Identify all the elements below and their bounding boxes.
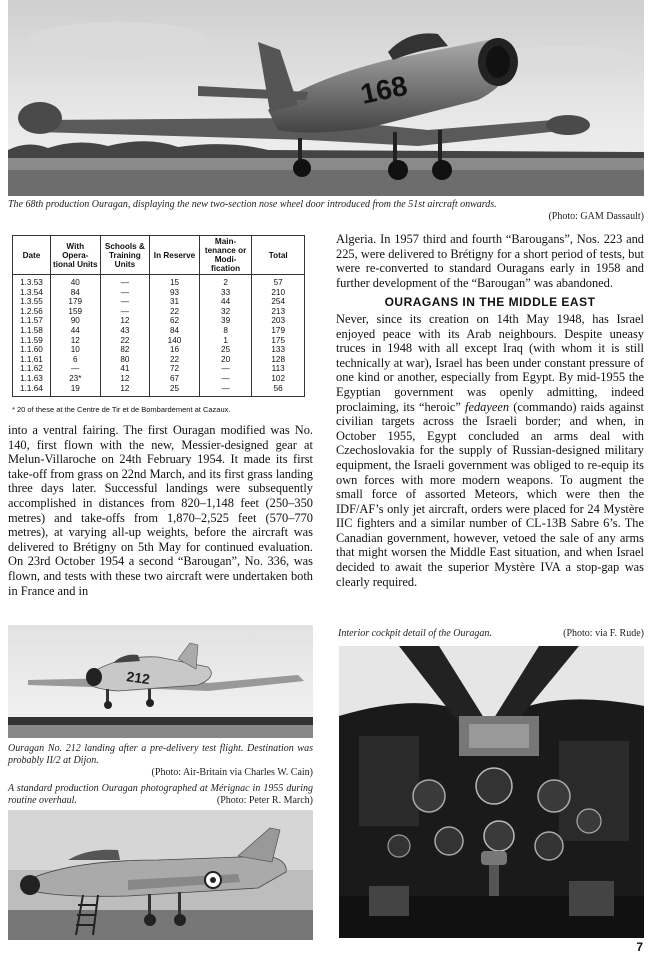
table-cell: 254 bbox=[252, 297, 305, 307]
table-cell: 16 bbox=[150, 345, 200, 355]
table-row bbox=[13, 336, 305, 346]
table-cell: 1.2.56 bbox=[13, 307, 51, 317]
table-cell: 1.1.61 bbox=[13, 355, 51, 365]
left-column-text bbox=[8, 423, 313, 598]
table-cell: 67 bbox=[150, 374, 200, 384]
table-row bbox=[13, 288, 305, 298]
header-maintenance: Main- tenance or Modi- fication bbox=[199, 236, 252, 275]
table-cell: 1.1.60 bbox=[13, 345, 51, 355]
landing-aircraft-photo bbox=[8, 625, 313, 738]
section-heading: OURAGANS IN THE MIDDLE EAST bbox=[384, 295, 596, 310]
table-cell: 41 bbox=[100, 364, 150, 374]
table-cell: 1.1.58 bbox=[13, 326, 51, 336]
table-cell: 1.1.64 bbox=[13, 384, 51, 397]
table-cell: 8 bbox=[199, 326, 252, 336]
table-header-row bbox=[13, 236, 305, 275]
table-cell: 12 bbox=[100, 374, 150, 384]
cockpit-caption bbox=[338, 628, 644, 640]
table-cell: 1.1.62 bbox=[13, 364, 51, 374]
table-cell: 179 bbox=[50, 297, 100, 307]
table-row bbox=[13, 297, 305, 307]
table-cell: 57 bbox=[252, 275, 305, 288]
table-cell: 20 bbox=[199, 355, 252, 365]
table-cell: 40 bbox=[50, 275, 100, 288]
landing-photo-credit: (Photo: Air-Britain via Charles W. Cain) bbox=[151, 767, 313, 778]
top-photo-caption-text: The 68th production Ouragan, displaying the new two-section nose wheel door introduced from the 51st aircraft onwards. bbox=[8, 199, 497, 210]
table-row bbox=[13, 384, 305, 397]
table-cell: 43 bbox=[100, 326, 150, 336]
table-cell: — bbox=[50, 364, 100, 374]
table-cell: 93 bbox=[150, 288, 200, 298]
inventory-table-wrapper bbox=[12, 235, 305, 397]
table-cell: — bbox=[100, 307, 150, 317]
header-date: Date bbox=[13, 236, 51, 275]
table-row bbox=[13, 307, 305, 317]
table-cell: 175 bbox=[252, 336, 305, 346]
table-cell: 12 bbox=[100, 316, 150, 326]
table-row bbox=[13, 326, 305, 336]
hangar-aircraft-photo bbox=[8, 810, 313, 940]
table-cell: 1.1.63 bbox=[13, 374, 51, 384]
hangar-photo-credit: (Photo: Peter R. March) bbox=[216, 795, 313, 806]
table-cell: 1 bbox=[199, 336, 252, 346]
table-cell: 10 bbox=[50, 345, 100, 355]
hangar-photo-caption bbox=[8, 783, 313, 807]
table-cell: 31 bbox=[150, 297, 200, 307]
table-footnote: * 20 of these at the Centre de Tir et de Bombardement at Cazaux. bbox=[12, 405, 231, 414]
table-cell: 84 bbox=[150, 326, 200, 336]
cockpit-photo bbox=[339, 646, 644, 938]
top-photo-caption bbox=[8, 199, 644, 223]
right-paragraph-2-end: (commando) raids against civilian targets across the Israeli border; and when, in October 1955, Egypt concluded an arms deal with Czechoslovakia for the supply of Russian-designed military equipment, the Israeli government was obliged to re-equip its own forces with more modern weapons. To augment the small force of assorted Meteors, which were then the IDF/AF’s only jet aircraft, orders were placed for 24 Mystère IIC fighters and a similar number of CL-13B Sabre 6’s. The Canadian government, however, vetoed the sale of any arms that might worsen the Middle East situation, and when Israel decided to await the superior Mystère IVA a stop-gap was clearly required. bbox=[336, 399, 644, 589]
table-row bbox=[13, 364, 305, 374]
table-cell: 44 bbox=[199, 297, 252, 307]
table-cell: 133 bbox=[252, 345, 305, 355]
right-paragraph-2 bbox=[336, 312, 644, 589]
table-cell: 1.3.53 bbox=[13, 275, 51, 288]
table-cell: — bbox=[199, 364, 252, 374]
table-cell: 1.1.57 bbox=[13, 316, 51, 326]
table-cell: 25 bbox=[150, 384, 200, 397]
table-cell: 12 bbox=[100, 384, 150, 397]
table-cell: — bbox=[199, 384, 252, 397]
table-cell: 84 bbox=[50, 288, 100, 298]
table-cell: 22 bbox=[100, 336, 150, 346]
table-cell: 19 bbox=[50, 384, 100, 397]
table-cell: 72 bbox=[150, 364, 200, 374]
header-schools: Schools & Training Units bbox=[100, 236, 150, 275]
table-cell: 22 bbox=[150, 355, 200, 365]
table-cell: 22 bbox=[150, 307, 200, 317]
landing-aircraft-number: 212 bbox=[125, 668, 151, 688]
right-paragraph-2-start: Never, since its creation on 14th May 1948, has Israel enjoyed peace with its Arab neighbours. Despite uneasy truces in 1948 with all except Iraq (with whom it is still technically at war), Israel has been under constant pressure of one kind or another, especially from Egypt. By mid-1955 the Egyptian government was openly admitting, indeed proclaiming, its “heroic” bbox=[336, 311, 644, 414]
table-cell: 33 bbox=[199, 288, 252, 298]
table-row bbox=[13, 355, 305, 365]
table-cell: 15 bbox=[150, 275, 200, 288]
table-cell: — bbox=[100, 288, 150, 298]
left-paragraph: into a ventral fairing. The first Ouragan modified was No. 140, first flown with the new, Messier-designed gear at Melun-Villaroche on 24th February 1954. It made its first take-off from grass on 22nd March, and its first grass landing three days later. Successful landings were subsequently accomplished in distances from 820–1,148 feet (250–350 metres) and take-offs from 1,870–2,525 feet (570–770 metres), at varying all-up weights, before the aircraft was delivered to Brétigny on 5th May for continued evaluation. On 23rd October 1954 a second “Barougan”, No. 336, was flown, and tests with these two aircraft were undertaken both in France and in bbox=[8, 423, 313, 598]
table-cell: 1.1.59 bbox=[13, 336, 51, 346]
table-row bbox=[13, 275, 305, 288]
table-cell: 213 bbox=[252, 307, 305, 317]
table-cell: 203 bbox=[252, 316, 305, 326]
header-total: Total bbox=[252, 236, 305, 275]
landing-caption-text: Ouragan No. 212 landing after a pre-delivery test flight. Destination was probably II/2 at Dijon. bbox=[8, 743, 313, 766]
right-column-text bbox=[336, 232, 644, 589]
table-cell: 44 bbox=[50, 326, 100, 336]
table-cell: 90 bbox=[50, 316, 100, 326]
table-cell: 128 bbox=[252, 355, 305, 365]
table-cell: 25 bbox=[199, 345, 252, 355]
table-cell: — bbox=[100, 297, 150, 307]
header-reserve: In Reserve bbox=[150, 236, 200, 275]
table-cell: 23* bbox=[50, 374, 100, 384]
table-cell: — bbox=[199, 374, 252, 384]
table-cell: 80 bbox=[100, 355, 150, 365]
header-operational: With Opera- tional Units bbox=[50, 236, 100, 275]
table-cell: 1.3.55 bbox=[13, 297, 51, 307]
table-cell: — bbox=[100, 275, 150, 288]
table-cell: 159 bbox=[50, 307, 100, 317]
table-cell: 62 bbox=[150, 316, 200, 326]
table-cell: 12 bbox=[50, 336, 100, 346]
table-row bbox=[13, 345, 305, 355]
table-cell: 210 bbox=[252, 288, 305, 298]
table-cell: 56 bbox=[252, 384, 305, 397]
hangar-caption-text: A standard production Ouragan photographed at Mérignac in 1955 during routine overhaul. bbox=[8, 783, 313, 806]
table-cell: 2 bbox=[199, 275, 252, 288]
landing-photo-caption bbox=[8, 743, 313, 779]
table-body bbox=[13, 275, 305, 397]
table-cell: 113 bbox=[252, 364, 305, 374]
table-cell: 1.3.54 bbox=[13, 288, 51, 298]
page-number: 7 bbox=[636, 940, 643, 954]
right-paragraph-1: Algeria. In 1957 third and fourth “Barougans”, Nos. 223 and 225, were delivered to Brétigny for a short period of tests, but were re-converted to standard Ouragans early in 1958 and further development of the “Barougan” was abandoned. bbox=[336, 232, 644, 290]
table-row bbox=[13, 374, 305, 384]
table-cell: 39 bbox=[199, 316, 252, 326]
top-aircraft-photo bbox=[8, 0, 644, 196]
table-row bbox=[13, 316, 305, 326]
cockpit-credit: (Photo: via F. Rude) bbox=[563, 628, 644, 639]
fedayeen-term: fedayeen bbox=[465, 399, 510, 414]
inventory-table bbox=[12, 235, 305, 397]
table-cell: 140 bbox=[150, 336, 200, 346]
top-aircraft-number: 168 bbox=[357, 69, 410, 110]
table-cell: 179 bbox=[252, 326, 305, 336]
table-cell: 102 bbox=[252, 374, 305, 384]
top-photo-credit: (Photo: GAM Dassault) bbox=[548, 211, 644, 222]
cockpit-caption-text: Interior cockpit detail of the Ouragan. bbox=[338, 628, 492, 639]
table-cell: 6 bbox=[50, 355, 100, 365]
table-cell: 82 bbox=[100, 345, 150, 355]
table-cell: 32 bbox=[199, 307, 252, 317]
